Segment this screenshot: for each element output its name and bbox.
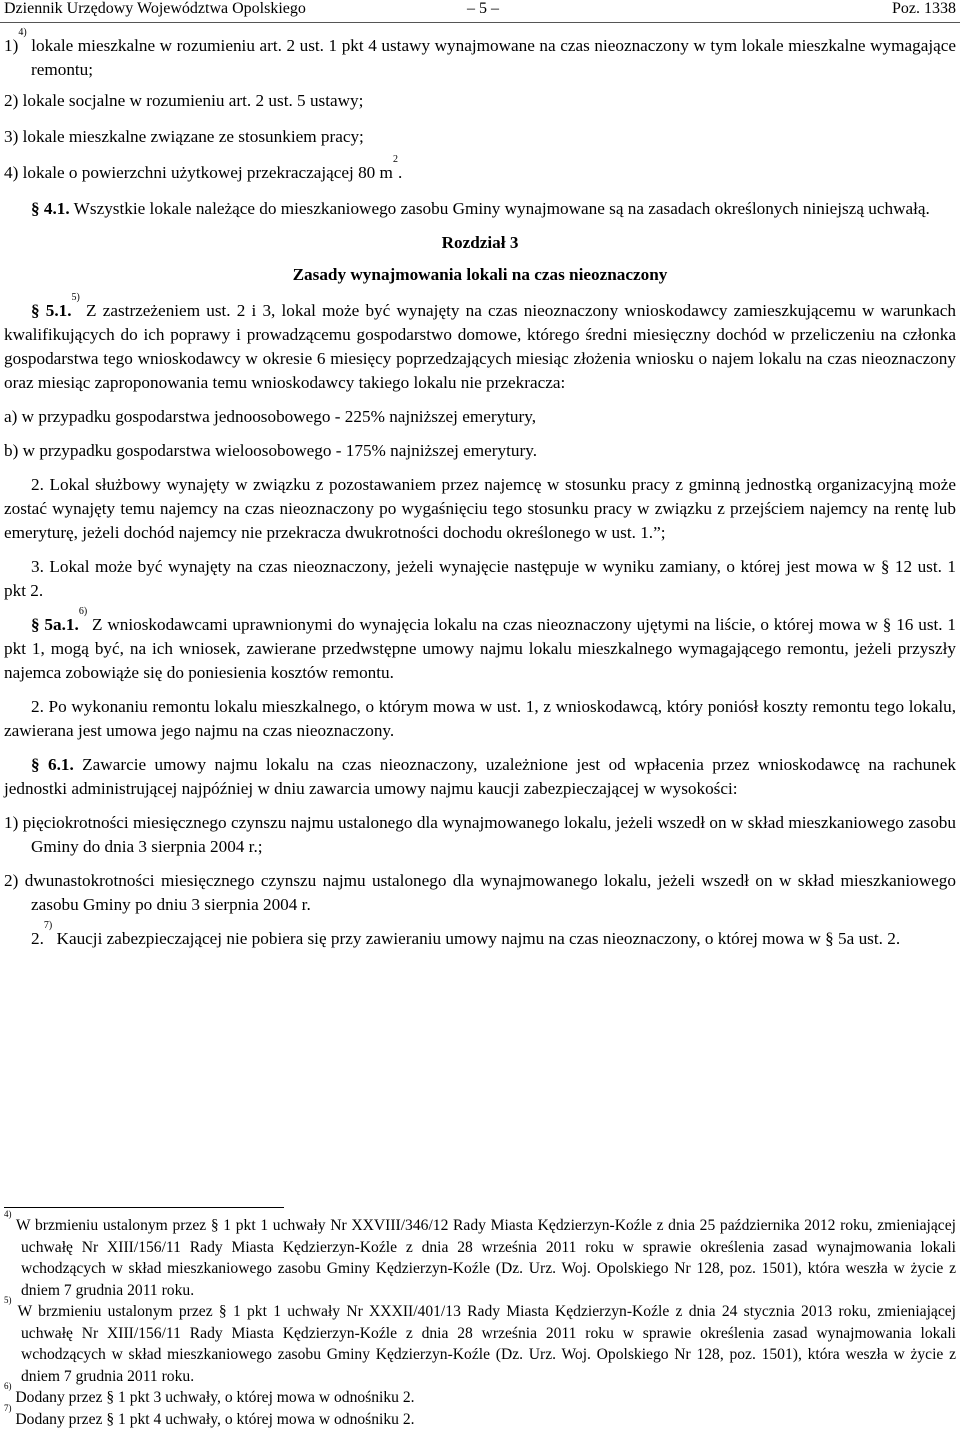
item-text: 4) lokale o powierzchni użytkowej przekraczającej 80 m xyxy=(4,163,393,182)
paragraph-6-item-1: 1) pięciokrotności miesięcznego czynszu najmu ustalonego dla wynajmowanego lokalu, jeżeli wszedł on w skład mieszkaniowego zasobu Gminy do dnia 3 sierpnia 2004 r.; xyxy=(4,813,956,856)
footnote-ref: 4) xyxy=(18,27,27,38)
footnote-ref: 7) xyxy=(43,920,53,931)
footnote-ref: 6) xyxy=(78,606,88,617)
list-item-1 xyxy=(4,27,956,82)
paragraph-6 xyxy=(4,753,956,801)
chapter-subtitle: Zasady wynajmowania lokali na czas nieoznaczony xyxy=(292,265,668,284)
paragraph-5-2: 2. Lokal służbowy wynajęty w związku z pozostawaniem przez najemcę w stosunku pracy z gminną jednostką organizacyjną może zostać wynajęty temu najemcy na czas nieoznaczony po wygaśnięciu tego stosunku pracy w związku z przejściem najemcy na rentę lub emeryturę, jeżeli dochód najemcy nie przekracza dwukrotności dochodu określonego w ust. 1.”; xyxy=(4,475,956,542)
superscript: 2 xyxy=(392,154,398,165)
footnote-text: W brzmieniu ustalonym przez § 1 pkt 1 uchwały Nr XXXII/401/13 Rady Miasta Kędzierzyn-Koźle z dnia 24 stycznia 2013 roku, zmieniającej uchwałę Nr XIII/156/11 Rady Miasta Kędzierzyn-Koźle z dnia 28 września 2011 roku w sprawie określenia zasad wynajmowania lokali wchodzących w skład mieszkaniowego zasobu Gminy Kędzierzyn-Koźle (Dz. Urz. Woj. Opolskiego Nr 128, poz. 1501), która weszła w życie z dniem 7 grudnia 2011 roku. xyxy=(11,1303,956,1385)
paragraph-text: Kaucji zabezpieczającej nie pobiera się przy zawieraniu umowy najmu na czas nieoznaczony, o której mowa w § 5a ust. 2. xyxy=(52,929,901,948)
paragraph-5-a: a) w przypadku gospodarstwa jednoosobowego - 225% najniższej emerytury, xyxy=(4,407,537,426)
footnotes xyxy=(4,1209,956,1430)
footnote-number: 5) xyxy=(4,1295,12,1305)
footnote-7 xyxy=(4,1402,956,1431)
paragraph-text: Z wnioskodawcami uprawnionymi do wynajęcia lokalu na czas nieoznaczony ujętymi na liście, o której mowa w § 16 ust. 1 pkt 1, mogą być, na ich wniosek, zawierane przedwstępne umowy najmu lokalu mieszkalnego wymagającego remontu, jeżeli przyszły najemca zobowiąże się do poniesienia kosztów remontu. xyxy=(4,615,957,682)
paragraph-5-b: b) w przypadku gospodarstwa wieloosobowego - 175% najniższej emerytury. xyxy=(4,441,537,460)
journal-title: Dziennik Urzędowy Województwa Opolskiego xyxy=(4,0,306,17)
item-marker: 1) xyxy=(4,36,19,55)
footnote-4 xyxy=(4,1209,956,1301)
list-item-4 xyxy=(4,154,956,185)
footnote-number: 6) xyxy=(4,1381,12,1391)
list-item-3: 3) lokale mieszkalne związane ze stosunkiem pracy; xyxy=(4,127,364,146)
paragraph-label: § 5.1. xyxy=(31,301,72,320)
footnote-number: 4) xyxy=(4,1209,12,1219)
item-text: lokale mieszkalne w rozumieniu art. 2 ust. 1 pkt 4 ustawy wynajmowane na czas nieoznaczony w tym lokale mieszkalne wymagające remontu; xyxy=(26,36,956,79)
page-header xyxy=(0,0,960,23)
paragraph-text: Z zastrzeżeniem ust. 2 i 3, lokal może być wynajęty na czas nieoznaczony wnioskodawcy zamieszkującemu w warunkach kwalifikujących do ich poprawy i prowadzącemu gospodarstwo domowe, którego średni miesięczny dochód w przeliczeniu na członka gospodarstwa tego wnioskodawcy w okresie 6 miesięcy poprzedzających miesiąc złożenia wniosku o najem lokalu na czas nieoznaczony oraz miesiąc zaproponowania temu wnioskodawcy takiego lokalu nie przekracza: xyxy=(4,301,956,392)
paragraph-label: § 5a.1. xyxy=(31,615,79,634)
paragraph-5a-2: 2. Po wykonaniu remontu lokalu mieszkalnego, o którym mowa w ust. 1, z wnioskodawcą, który poniósł koszty remontu tego lokalu, zawierana jest umowa jego najmu na czas nieoznaczony. xyxy=(4,697,956,740)
paragraph-text: Zawarcie umowy najmu lokalu na czas nieoznaczony, uzależnione jest od wpłacenia przez wnioskodawcę na rachunek jednostki administrującej najpóźniej w dniu zawarcia umowy najmu kaucji zabezpieczającej w wysokości: xyxy=(4,755,956,798)
footnote-5 xyxy=(4,1295,956,1387)
paragraph-4 xyxy=(4,197,956,221)
paragraph-text: Wszystkie lokale należące do mieszkaniowego zasobu Gminy wynajmowane są na zasadach określonych niniejszą uchwałą. xyxy=(69,199,930,218)
paragraph-6-2 xyxy=(4,920,956,951)
item-end: . xyxy=(397,163,403,182)
footnote-separator xyxy=(4,1207,284,1208)
document-body xyxy=(4,27,957,951)
page-number: – 5 – xyxy=(467,0,499,17)
paragraph-5a xyxy=(4,606,957,685)
footnote-6 xyxy=(4,1381,956,1409)
footnote-text: Dodany przez § 1 pkt 3 uchwały, o której mowa w odnośniku 2. xyxy=(11,1389,415,1406)
paragraph-5-3: 3. Lokal może być wynajęty na czas nieoznaczony, jeżeli wynajęcie następuje w wyniku zamiany, o której jest mowa w § 12 ust. 1 pkt 2. xyxy=(4,557,956,600)
paragraph-5 xyxy=(4,292,956,395)
list-item-2: 2) lokale socjalne w rozumieniu art. 2 ust. 5 ustawy; xyxy=(4,91,364,110)
footnote-text: Dodany przez § 1 pkt 4 uchwały, o której mowa w odnośniku 2. xyxy=(11,1410,415,1428)
footnote-ref: 5) xyxy=(71,292,80,303)
paragraph-label: § 4.1. xyxy=(31,199,70,218)
paragraph-label: § 6.1. xyxy=(31,755,74,774)
footnote-text: W brzmieniu ustalonym przez § 1 pkt 1 uchwały Nr XXVIII/346/12 Rady Miasta Kędzierzyn-Koźle z dnia 25 października 2012 roku, zmieniającej uchwałę Nr XIII/156/11 Rady Miasta Kędzierzyn-Koźle z dnia 28 września 2011 roku w sprawie określenia zasad wynajmowania lokali wchodzących w skład mieszkaniowego zasobu Gminy Kędzierzyn-Koźle (Dz. Urz. Woj. Opolskiego Nr 128, poz. 1501), która weszła w życie z dniem 7 grudnia 2011 roku. xyxy=(11,1217,956,1299)
paragraph-6-item-2: 2) dwunastokrotności miesięcznego czynszu najmu ustalonego dla wynajmowanego lokalu, jeżeli wszedł on w skład mieszkaniowego zasobu Gminy po dniu 3 sierpnia 2004 r. xyxy=(4,871,956,914)
position-number: Poz. 1338 xyxy=(892,0,956,17)
paragraph-label: 2. xyxy=(31,929,44,948)
chapter-title: Rozdział 3 xyxy=(441,233,519,252)
footnote-number: 7) xyxy=(4,1402,12,1413)
